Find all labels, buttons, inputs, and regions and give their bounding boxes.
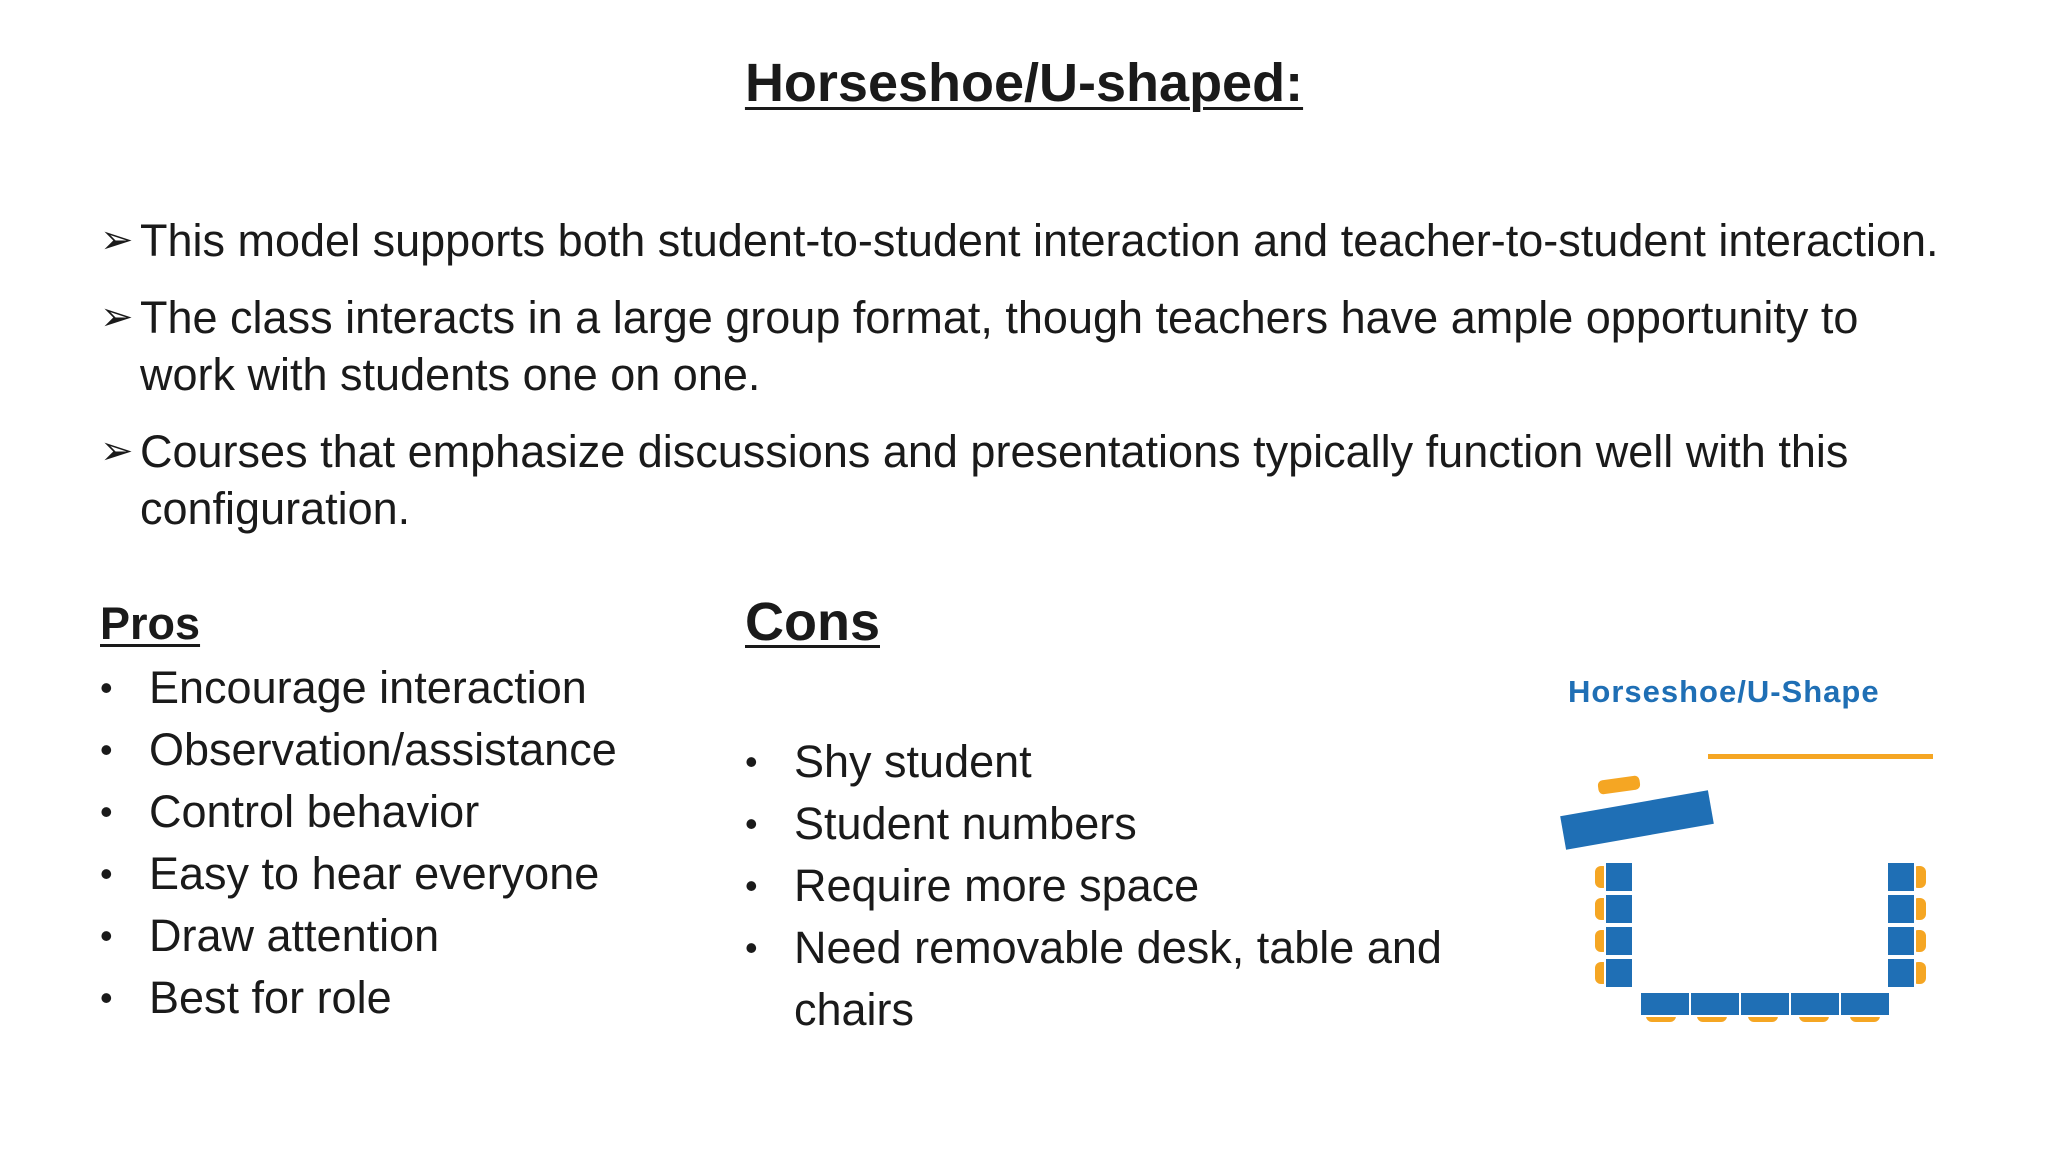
student-desk — [1887, 926, 1915, 956]
pros-item — [100, 843, 740, 905]
cons-heading: Cons — [745, 592, 880, 652]
student-desk — [1740, 992, 1790, 1016]
pros-item-text: Draw attention — [149, 910, 440, 961]
cons-item-text: Need removable desk, table and chairs — [794, 922, 1442, 1035]
main-bullet-text: This model supports both student-to-student interaction and teacher-to-student interaction. — [140, 215, 1939, 266]
bullet-dot-icon: • — [745, 865, 758, 906]
main-bullet-item — [100, 289, 1950, 403]
pros-item-text: Easy to hear everyone — [149, 848, 600, 899]
teacher-chair — [1597, 775, 1641, 795]
horseshoe-layout-diagram — [1540, 660, 1980, 1060]
student-desk — [1790, 992, 1840, 1016]
arrow-bullet-icon: ➢ — [100, 429, 134, 473]
pros-heading: Pros — [100, 598, 201, 649]
student-desk — [1605, 894, 1633, 924]
bullet-dot-icon: • — [100, 977, 113, 1018]
pros-item-text: Best for role — [149, 972, 392, 1023]
student-desk — [1605, 862, 1633, 892]
bullet-dot-icon: • — [100, 853, 113, 894]
classroom-layout-svg — [1540, 660, 1980, 1060]
whiteboard-line — [1708, 754, 1933, 759]
bullet-dot-icon: • — [100, 915, 113, 956]
student-desk — [1887, 894, 1915, 924]
arrow-bullet-icon: ➢ — [100, 295, 134, 339]
main-bullet-list — [100, 212, 1950, 557]
pros-column — [100, 596, 740, 1029]
student-desk — [1605, 926, 1633, 956]
pros-item-text: Observation/assistance — [149, 724, 617, 775]
student-desk — [1690, 992, 1740, 1016]
main-bullet-text: Courses that emphasize discussions and presentations typically function well with this configuration. — [140, 426, 1849, 534]
teacher-desk — [1560, 790, 1714, 850]
bullet-dot-icon: • — [745, 803, 758, 844]
main-bullet-text: The class interacts in a large group format, though teachers have ample opportunity to work with students one on one. — [140, 292, 1859, 400]
main-bullet-item — [100, 212, 1950, 269]
cons-item-text: Require more space — [794, 860, 1200, 911]
diagram-title: Horseshoe/U-Shape — [1568, 674, 1880, 709]
pros-item — [100, 657, 740, 719]
main-bullet-item — [100, 423, 1950, 537]
bullet-dot-icon: • — [100, 729, 113, 770]
cons-item-text: Shy student — [794, 736, 1032, 787]
student-desk — [1887, 958, 1915, 988]
cons-item-text: Student numbers — [794, 798, 1137, 849]
student-desk — [1605, 958, 1633, 988]
student-desk — [1887, 862, 1915, 892]
cons-item — [745, 917, 1445, 1041]
pros-item — [100, 967, 740, 1029]
pros-item-text: Encourage interaction — [149, 662, 587, 713]
pros-item — [100, 905, 740, 967]
cons-item — [745, 731, 1445, 793]
slide-title: Horseshoe/U-shaped: — [744, 53, 1304, 113]
student-desk — [1640, 992, 1690, 1016]
bullet-dot-icon: • — [745, 927, 758, 968]
arrow-bullet-icon: ➢ — [100, 218, 134, 262]
bullet-dot-icon: • — [100, 667, 113, 708]
cons-column — [745, 590, 1445, 1041]
cons-list — [745, 731, 1445, 1041]
pros-item-text: Control behavior — [149, 786, 480, 837]
pros-list — [100, 657, 740, 1029]
pros-item — [100, 719, 740, 781]
bullet-dot-icon: • — [100, 791, 113, 832]
student-desk — [1840, 992, 1890, 1016]
cons-item — [745, 793, 1445, 855]
cons-item — [745, 855, 1445, 917]
bullet-dot-icon: • — [745, 741, 758, 782]
pros-item — [100, 781, 740, 843]
